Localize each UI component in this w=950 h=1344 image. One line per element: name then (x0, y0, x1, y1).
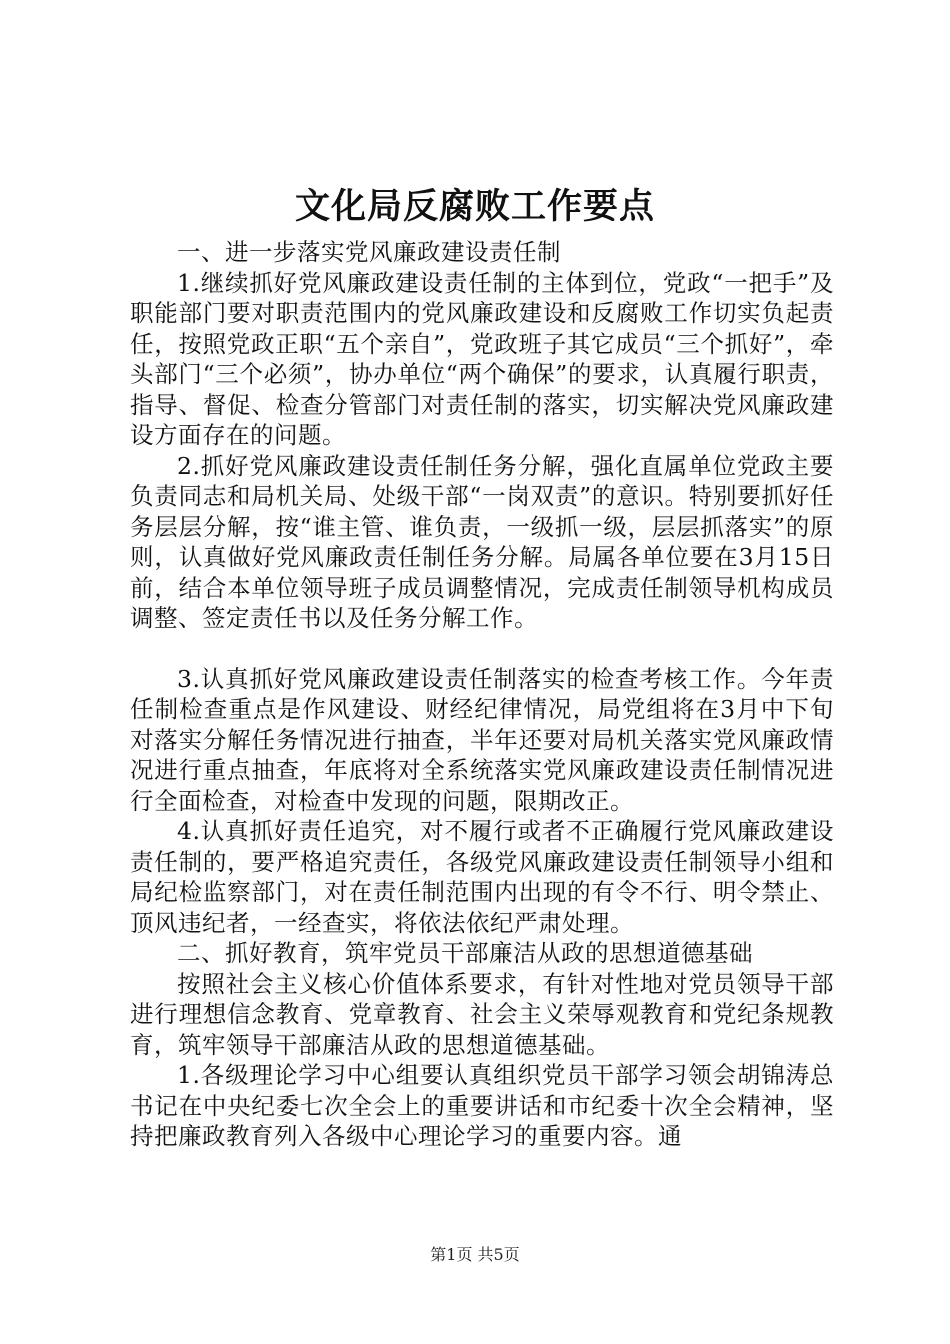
paragraph-1: 1.继续抓好党风廉政建设责任制的主体到位，党政“一把手”及职能部门要对职责范围内的党风廉政建设和反腐败工作切实负起责任，按照党政正职“五个亲自”，党政班子其它成员“三个抓好”，牵头部门“三个必须”，协办单位“两个确保”的要求，认真履行职责，指导、督促、检查分管部门对责任制的落实，切实解决党风廉政建设方面存在的问题。 (130, 268, 834, 449)
page-footer: 第1页 共5页 (430, 1245, 520, 1264)
document-title: 文化局反腐败工作要点 (294, 186, 655, 227)
paragraph-5: 按照社会主义核心价值体系要求，有针对性地对党员领导干部进行理想信念教育、党章教育、社会主义荣辱观教育和党纪条规教育，筑牢领导干部廉洁从政的思想道德基础。 (130, 969, 834, 1059)
paragraph-4: 4.认真抓好责任追究，对不履行或者不正确履行党风廉政建设责任制的，要严格追究责任，各级党风廉政建设责任制领导小组和局纪检监察部门，对在责任制范围内出现的有令不行、明令禁止、顶风违纪者，一经查实，将依法依纪严肃处理。 (130, 817, 834, 937)
paragraph-spacer (130, 634, 834, 664)
document-body (130, 237, 834, 1152)
paragraph-6: 1.各级理论学习中心组要认真组织党员干部学习领会胡锦涛总书记在中央纪委七次全会上的重要讲话和市纪委十次全会精神，坚持把廉政教育列入各级中心理论学习的重要内容。通 (130, 1061, 834, 1150)
section-heading-2: 二、抓好教育，筑牢党员干部廉洁从政的思想道德基础 (177, 939, 753, 967)
paragraph-3: 3.认真抓好党风廉政建设责任制落实的检查考核工作。今年责任制检查重点是作风建设、财经纪律情况，局党组将在3月中下旬对落实分解任务情况进行抽查，半年还要对局机关落实党风廉政情况进行重点抽查，年底将对全系统落实党风廉政建设责任制情况进行全面检查，对检查中发现的问题，限期改正。 (130, 664, 834, 815)
paragraph-2: 2.抓好党风廉政建设责任制任务分解，强化直属单位党政主要负责同志和局机关局、处级干部“一岗双责”的意识。特别要抓好任务层层分解，按“谁主管、谁负责，一级抓一级，层层抓落实”的原则，认真做好党风廉政责任制任务分解。局属各单位要在3月15日前，结合本单位领导班子成员调整情况，完成责任制领导机构成员调整、签定责任书以及任务分解工作。 (130, 451, 834, 632)
section-heading-1: 一、进一步落实党风廉政建设责任制 (177, 238, 561, 266)
